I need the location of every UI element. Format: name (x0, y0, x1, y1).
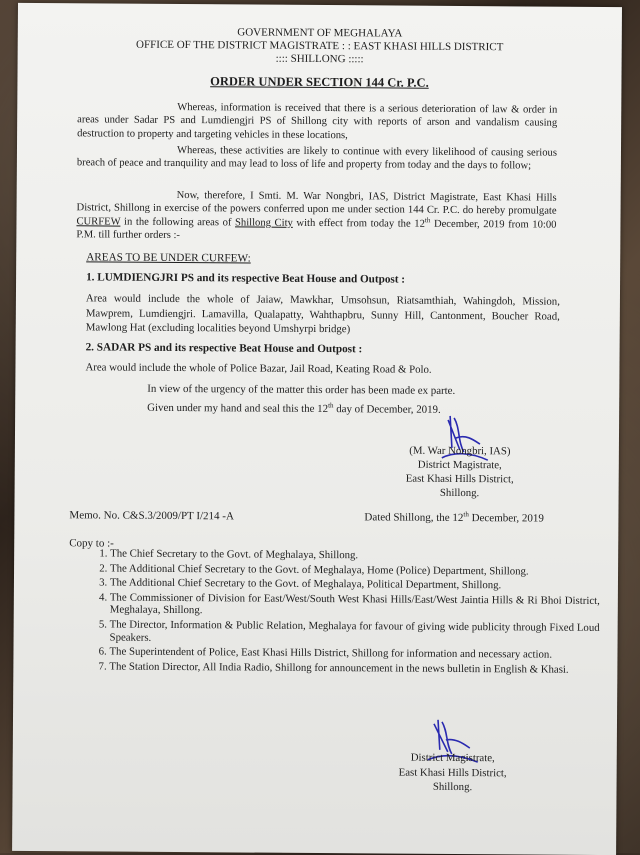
signatory-designation: District Magistrate, (417, 458, 502, 472)
document-page (12, 3, 622, 855)
header-office: OFFICE OF THE DISTRICT MAGISTRATE : : EAST KHASI HILLS DISTRICT (136, 38, 504, 54)
paragraph-whereas-1: Whereas, information is received that there is a serious deterioration of law & order in areas under Sadar PS and Lumdiengjri PS of Shillong city with reports of arson and vandalism causing destruction to property and targeting vehicles in these locations, (77, 102, 558, 142)
area2-text: Area would include the whole of Police Bazar, Jail Road, Keating Road & Polo. (85, 361, 432, 376)
list-item: 4. The Commissioner of Division for East/West/South West Khasi Hills/East/West Jaintia Hills & Ri Bhoi District, Meghalaya, Shillong. (110, 591, 600, 620)
header-city: :::: SHILLONG ::::: (275, 52, 364, 66)
memo-number: Memo. No. C&S.3/2009/PT I/214 -A (69, 509, 234, 523)
paragraph-whereas-2: Whereas, these activities are likely to continue with every likelihood of causing serious breach of peace and tranquility and may lead to loss of life and property from today and the days to follow; (76, 145, 558, 172)
list-item: 2. The Additional Chief Secretary to the Govt. of Meghalaya, Home (Police) Department, Shillong. (110, 562, 600, 578)
signatory-place: Shillong. (439, 486, 480, 500)
order-title: ORDER UNDER SECTION 144 Cr. P.C. (210, 74, 429, 90)
area1-heading: 1. LUMDIENGJRI PS and its respective Beat House and Outpost : (86, 271, 406, 286)
list-item: 6. The Superintendent of Police, East Khasi Hills District, Shillong for information and necessary action. (109, 646, 599, 662)
areas-heading: AREAS TO BE UNDER CURFEW: (86, 251, 251, 265)
list-item: 3. The Additional Chief Secretary to the Govt. of Meghalaya, Political Department, Shillong. (110, 577, 600, 593)
given-under-line: Given under my hand and seal this the 12th day of December, 2019. (147, 401, 441, 416)
list-item: 1. The Chief Secretary to the Govt. of Meghalaya, Shillong. (110, 548, 600, 564)
signatory-name: (M. War Nongbri, IAS) (409, 444, 511, 458)
shillong-city: Shillong City (235, 217, 293, 229)
signatory-place: Shillong. (432, 780, 473, 794)
signature-block-1 (400, 444, 520, 501)
copy-to-heading: Copy to :- (69, 537, 114, 550)
signatory-district: East Khasi Hills District, (398, 766, 507, 779)
header-government: GOVERNMENT OF MEGHALAYA (237, 26, 403, 40)
signatory-designation: District Magistrate, (410, 751, 495, 765)
dated-line: Dated Shillong, the 12th December, 2019 (364, 510, 544, 525)
paragraph-now-therefore: Now, therefore, I Smti. M. War Nongbri, IAS, District Magistrate, East Khasi Hills District, Shillong in exercise of the powers conferred upon me under section 144 Cr. P.C. do hereby promulgate CURFEW in the following areas of Shillong City with effect from today the 12th December, 2019 from 10:00 P.M. till further orders :- (76, 190, 557, 242)
signature-block-2 (382, 750, 522, 794)
signatory-district: East Khasi Hills District, (405, 472, 514, 486)
area1-text: Area would include the whole of Jaiaw, Mawkhar, Umsohsun, Riatsamthiah, Wahingdoh, Mission, Mawprem, Lumdiengjri. Lamavilla, Qualapatty, Wahthapbru, Sunny Hill, Cantonment, Boucher Road, Mawlong Hat (excluding localities beyond Umshyrpi bridge) (85, 292, 560, 336)
list-item: 5. The Director, Information & Public Relation, Meghalaya for favour of giving wide publicity through Fixed Loud Speakers. (110, 619, 600, 648)
area2-heading: 2. SADAR PS and its respective Beat House and Outpost : (85, 341, 363, 356)
curfew-word: CURFEW (76, 216, 121, 228)
copy-list (75, 547, 600, 678)
list-item: 7. The Station Director, All India Radio, Shillong for announcement in the news bulletin in English & Khasi. (109, 660, 599, 676)
ex-parte-line: In view of the urgency of the matter this order has been made ex parte. (147, 382, 456, 397)
